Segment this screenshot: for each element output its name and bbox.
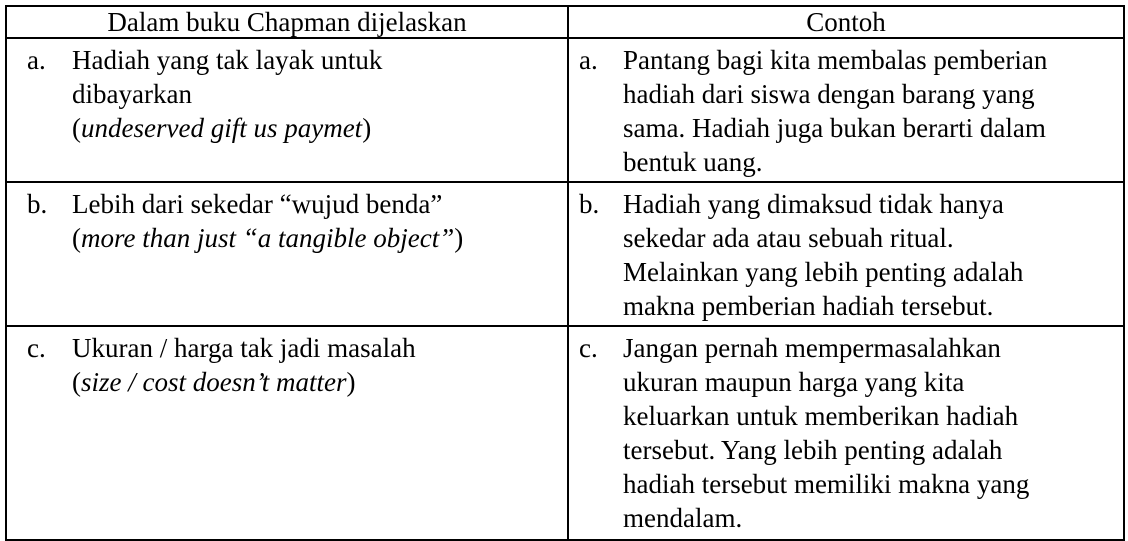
right-cell-c <box>568 326 1124 540</box>
right-item-text <box>623 43 1123 179</box>
left-cell-c <box>6 326 568 540</box>
right-cell-b <box>568 182 1124 326</box>
text-line: Jangan pernah mempermasalahkan <box>623 333 1001 363</box>
item-marker: b. <box>579 189 600 219</box>
text-line: tersebut. Yang lebih penting adalah <box>623 435 1003 465</box>
header-left: Dalam buku Chapman dijelaskan <box>6 6 568 38</box>
english-term-text: undeserved gift us paymet <box>81 113 363 143</box>
left-cell-a <box>6 38 568 182</box>
text-line: Lebih dari sekedar “wujud benda” <box>72 189 443 219</box>
text-line: mendalam. <box>623 503 743 533</box>
english-term-text: more than just “a tangible object” <box>81 223 455 253</box>
left-cell-b <box>6 182 568 326</box>
text-line: makna pemberian hadiah tersebut. <box>623 291 994 321</box>
text-line: Hadiah yang dimaksud tidak hanya <box>623 189 1004 219</box>
right-item-text <box>623 187 1123 323</box>
text-line: hadiah tersebut memiliki makna yang <box>623 469 1030 499</box>
text-line: bentuk uang. <box>623 147 763 177</box>
text-line: sama. Hadiah juga bukan berarti dalam <box>623 113 1046 143</box>
english-term: (more than just “a tangible object”) <box>72 223 464 253</box>
item-marker: c. <box>27 333 46 363</box>
text-line: Melainkan yang lebih penting adalah <box>623 257 1024 287</box>
item-marker: a. <box>579 45 598 75</box>
text-line: keluarkan untuk memberikan hadiah <box>623 401 1019 431</box>
left-item-text <box>72 43 567 145</box>
text-line: Pantang bagi kita membalas pemberian <box>623 45 1048 75</box>
english-term: (size / cost doesn’t matter) <box>72 367 356 397</box>
header-row <box>6 6 1124 38</box>
table-row <box>6 326 1124 540</box>
text-line: Hadiah yang tak layak untuk <box>72 45 383 75</box>
table-row <box>6 182 1124 326</box>
text-line: ukuran maupun harga yang kita <box>623 367 965 397</box>
comparison-table <box>5 5 1125 541</box>
right-cell-a <box>568 38 1124 182</box>
english-term-text: size / cost doesn’t matter <box>81 367 347 397</box>
text-line: sekedar ada atau sebuah ritual. <box>623 223 954 253</box>
left-item-text <box>72 331 567 399</box>
item-marker: b. <box>27 189 48 219</box>
item-marker: c. <box>579 333 598 363</box>
table-row <box>6 38 1124 182</box>
text-line: dibayarkan <box>72 79 192 109</box>
right-item-text <box>623 331 1123 535</box>
item-marker: a. <box>27 45 46 75</box>
left-item-text <box>72 187 567 255</box>
english-term: (undeserved gift us paymet) <box>72 113 372 143</box>
text-line: Ukuran / harga tak jadi masalah <box>72 333 416 363</box>
text-line: hadiah dari siswa dengan barang yang <box>623 79 1035 109</box>
header-right: Contoh <box>568 6 1124 38</box>
